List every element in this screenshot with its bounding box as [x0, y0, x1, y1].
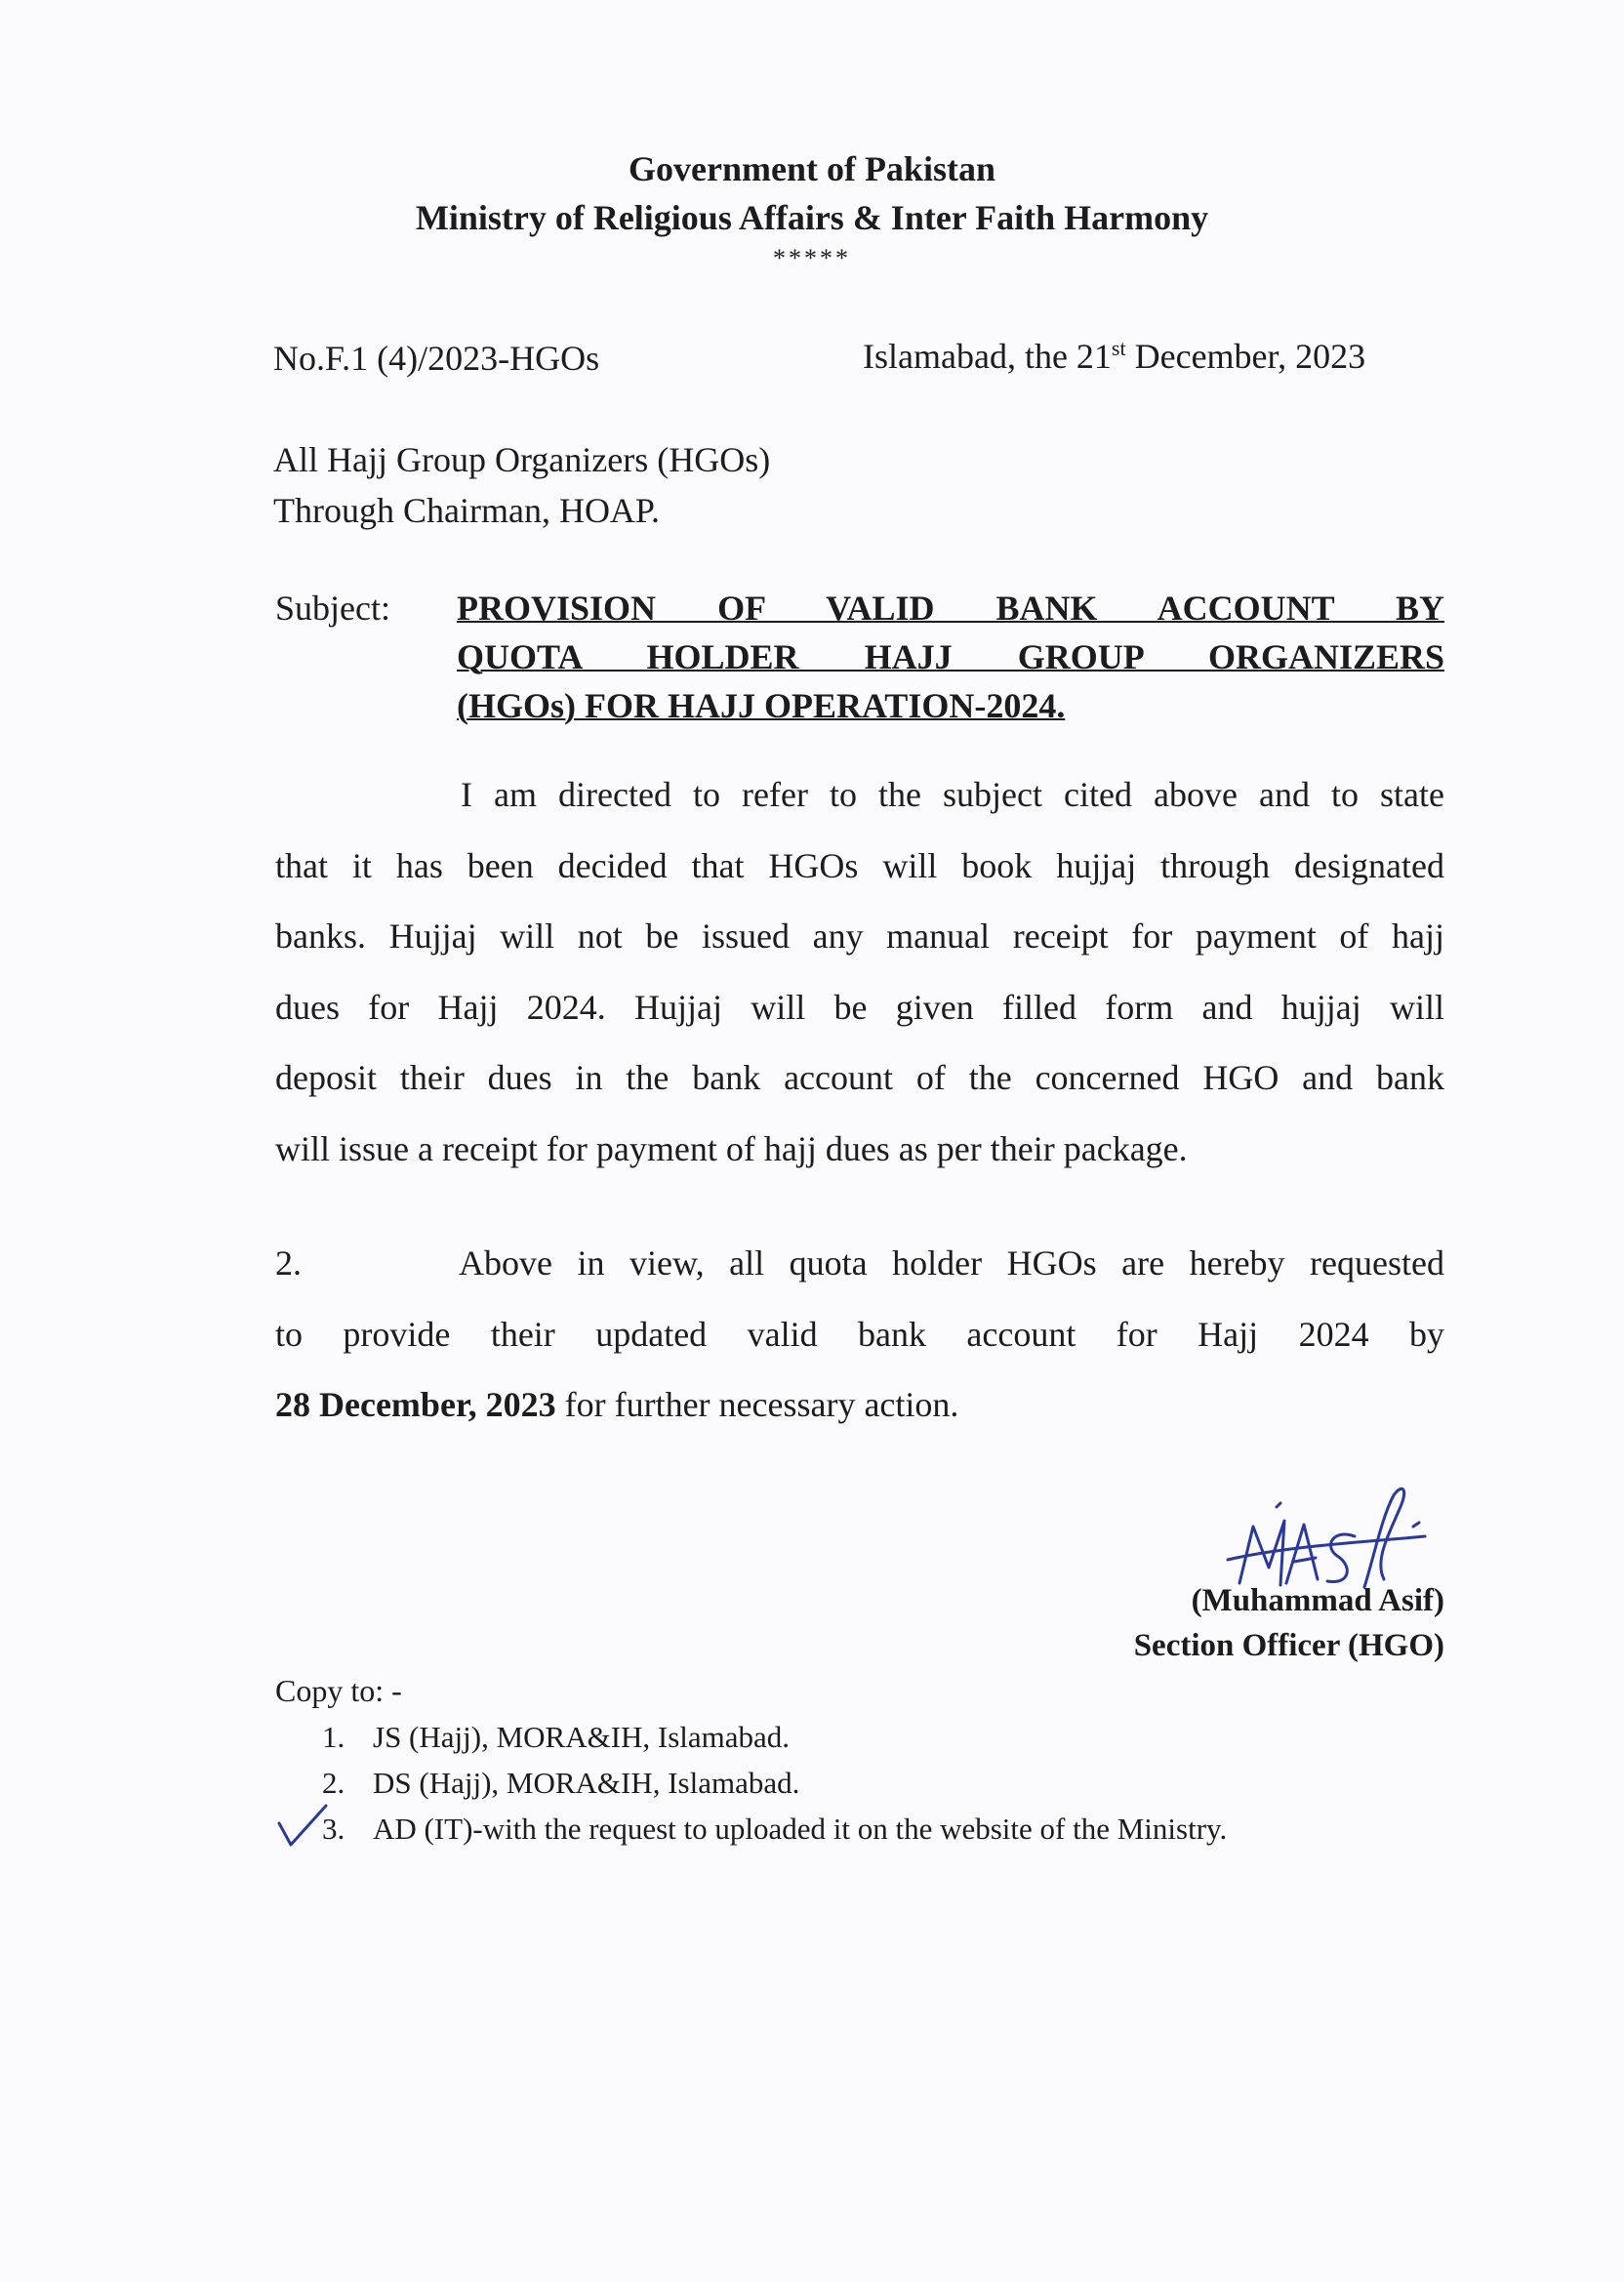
- paragraph-1: [275, 759, 1444, 1184]
- copy-item-text: JS (Hajj), MORA&IH, Islamabad.: [373, 1720, 791, 1754]
- deadline-date: 28 December, 2023: [275, 1385, 556, 1424]
- subject-line-1: PROVISION OF VALID BANK ACCOUNT BY: [457, 589, 1444, 628]
- letter-date: [863, 336, 1365, 378]
- signatory-name: (Muhammad Asif): [1191, 1583, 1444, 1618]
- paragraph-1-line: will issue a receipt for payment of hajj dues as per their package.: [275, 1128, 1188, 1168]
- reference-number: No.F.1 (4)/2023-HGOs: [273, 339, 600, 378]
- date-ordinal: st: [1111, 336, 1126, 360]
- paragraph-number: 2.: [275, 1243, 302, 1283]
- list-item: [322, 1714, 1227, 1760]
- copy-to-list: [322, 1714, 1227, 1852]
- paragraph-1-line: that it has been decided that HGOs will book hujjaj through designated: [275, 845, 1444, 885]
- paragraph-1-line: banks. Hujjaj will not be issued any manual receipt for payment of hajj: [275, 917, 1444, 956]
- paragraph-1-line: deposit their dues in the bank account of the concerned HGO and bank: [275, 1058, 1444, 1097]
- addressee-line-2: Through Chairman, HOAP.: [273, 491, 660, 530]
- subject-line-3: (HGOs) FOR HAJJ OPERATION-2024.: [457, 686, 1066, 725]
- copy-item-number: 2.: [322, 1766, 345, 1800]
- paragraph-2: [275, 1228, 1444, 1441]
- paragraph-2-line-1: [275, 1228, 1444, 1299]
- letterhead-ministry: Ministry of Religious Affairs & Inter Faith Harmony: [415, 198, 1209, 237]
- copy-item-text: DS (Hajj), MORA&IH, Islamabad.: [373, 1766, 800, 1800]
- subject-label: Subject:: [275, 589, 390, 628]
- addressee-line-1: All Hajj Group Organizers (HGOs): [273, 440, 771, 479]
- paragraph-2-text: Above in view, all quota holder HGOs are hereby requested: [459, 1243, 1444, 1283]
- date-suffix: December, 2023: [1125, 337, 1366, 376]
- copy-item-number: 1.: [322, 1720, 345, 1754]
- paragraph-1-line: I am directed to refer to the subject cited above and to state: [461, 775, 1444, 814]
- letterhead-government: Government of Pakistan: [629, 149, 995, 188]
- subject-text: [457, 584, 1444, 730]
- copy-to-label: Copy to: -: [275, 1673, 402, 1708]
- subject-line-2: QUOTA HOLDER HAJJ GROUP ORGANIZERS: [457, 637, 1444, 676]
- letterhead-separator: *****: [773, 244, 851, 272]
- date-prefix: Islamabad, the 21: [863, 337, 1112, 376]
- list-item: [322, 1760, 1227, 1806]
- paragraph-2-line-2: to provide their updated valid bank account for Hajj 2024 by: [275, 1314, 1444, 1354]
- signatory-title: Section Officer (HGO): [1133, 1628, 1444, 1663]
- handwritten-tick-icon: [275, 1802, 334, 1851]
- list-item: [322, 1806, 1227, 1852]
- paragraph-2-closing: for further necessary action.: [555, 1385, 959, 1424]
- copy-item-text: AD (IT)-with the request to uploaded it on the website of the Ministry.: [373, 1812, 1228, 1846]
- paragraph-1-line: dues for Hajj 2024. Hujjaj will be given filled form and hujjaj will: [275, 987, 1444, 1027]
- paragraph-2-line-3: [275, 1369, 1444, 1441]
- copy-item-number: 3.: [322, 1812, 345, 1846]
